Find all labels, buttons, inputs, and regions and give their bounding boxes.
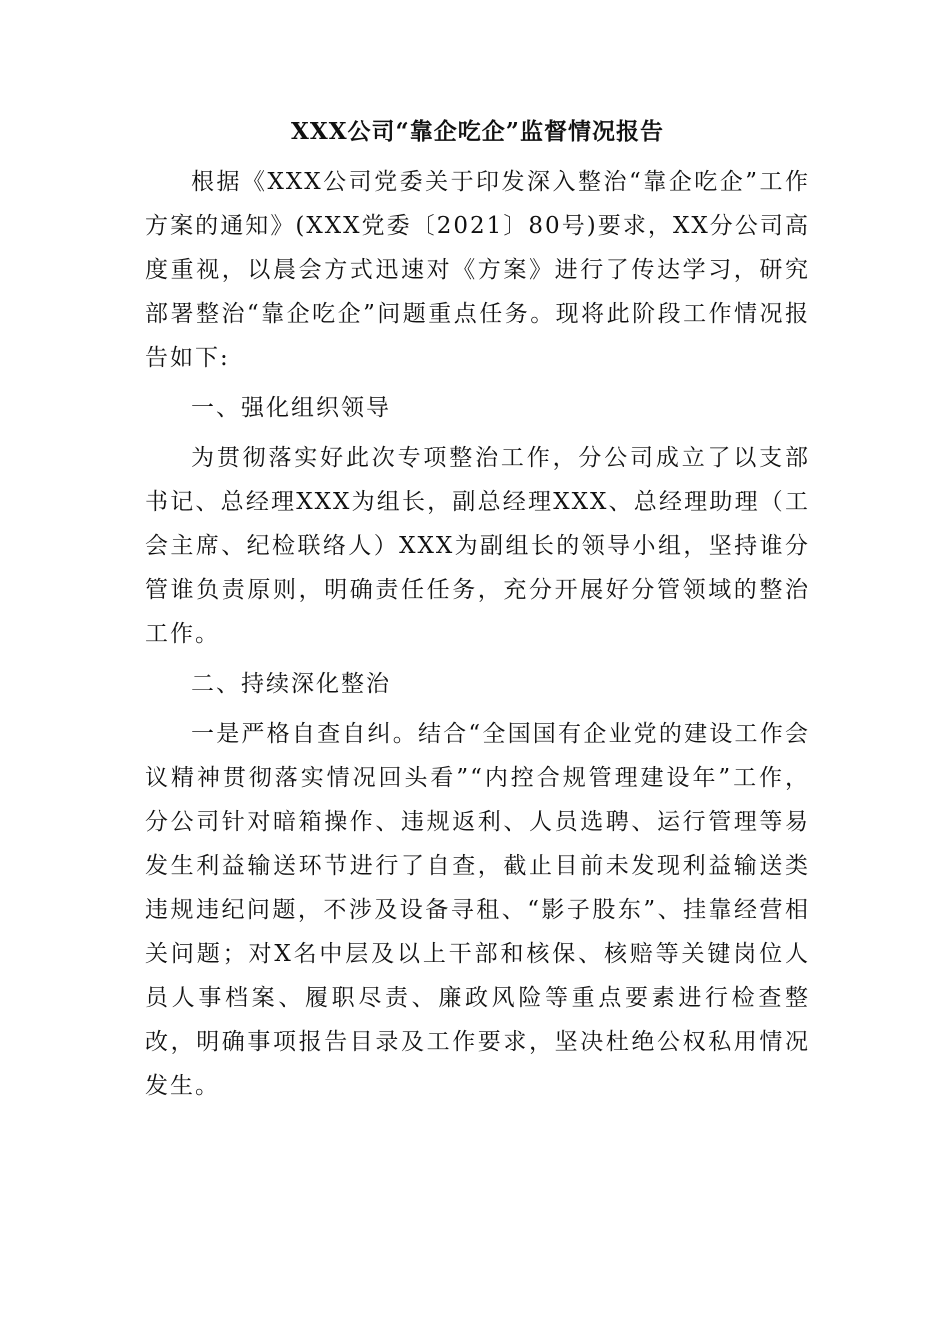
document-title: XXX公司“靠企吃企”监督情况报告 (291, 118, 664, 145)
section-body-1: 为贯彻落实好此次专项整治工作，分公司成立了以支部书记、总经理XXX为组长，副总经理XXX、总经理助理（工会主席、纪检联络人）XXX为副组长的领导小组，坚持谁分管谁负责原则，明确责任任务，充分开展好分管领域的整治工作。 (145, 445, 810, 647)
intro-paragraph: 根据《XXX公司党委关于印发深入整治“靠企吃企”工作方案的通知》(XXX党委〔2021〕80号)要求，XX分公司高度重视，以晨会方式迅速对《方案》进行了传达学习，研究部署整治“靠企吃企”问题重点任务。现将此阶段工作情况报告如下: (145, 169, 810, 371)
document-page (145, 112, 810, 1108)
section-body-2: 一是严格自查自纠。结合“全国国有企业党的建设工作会议精神贯彻落实情况回头看”“内控合规管理建设年”工作，分公司针对暗箱操作、违规返利、人员选聘、运行管理等易发生利益输送环节进行了自查，截止目前未发现利益输送类违规违纪问题，不涉及设备寻租、“影子股东”、挂靠经营相关问题；对X名中层及以上干部和核保、核赔等关键岗位人员人事档案、履职尽责、廉政风险等重点要素进行检查整改，明确事项报告目录及工作要求，坚决杜绝公权私用情况发生。 (145, 721, 810, 1099)
section-heading-2: 二、持续深化整治 (191, 671, 391, 697)
section-heading-1: 一、强化组织领导 (191, 395, 391, 421)
